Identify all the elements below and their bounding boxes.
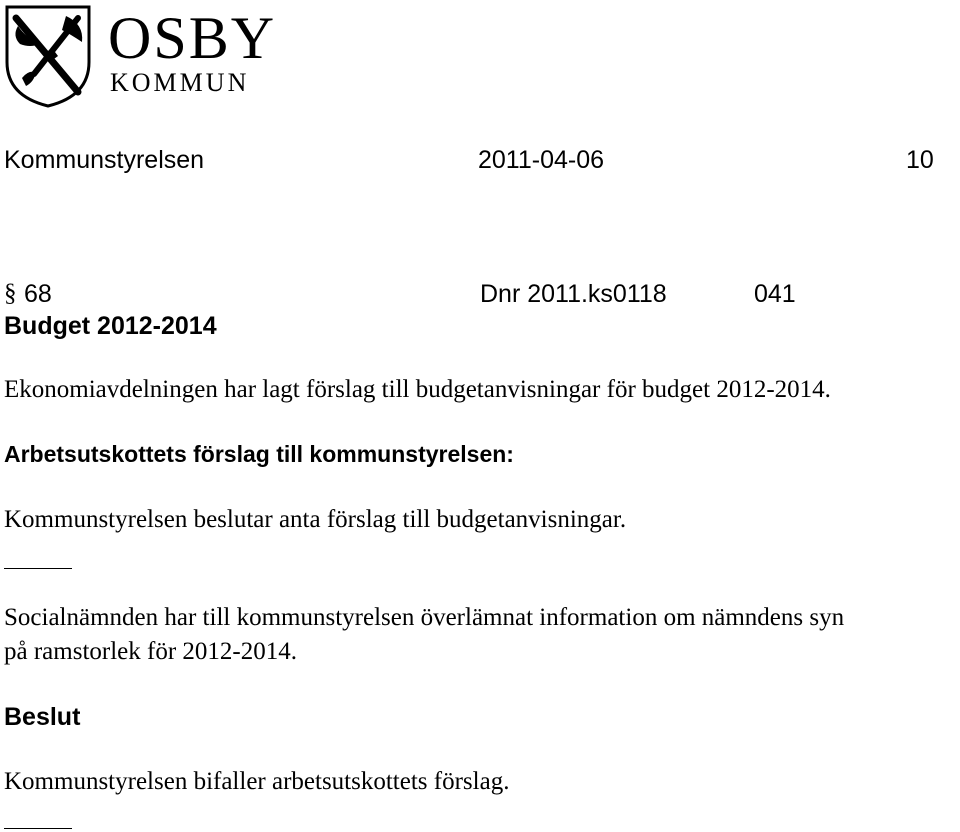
committee-name: Kommunstyrelsen: [4, 146, 205, 174]
osby-kommun-logo: [4, 4, 294, 108]
proposal-heading: Arbetsutskottets förslag till kommunstyrelsen:: [4, 441, 514, 467]
logo-name: OSBY: [108, 5, 277, 71]
separator-line: [4, 568, 72, 569]
decision-text: Kommunstyrelsen bifaller arbetsutskottets förslag.: [4, 768, 510, 795]
logo-subtitle: KOMMUN: [110, 68, 250, 97]
coat-of-arms-icon: [4, 4, 92, 108]
page-number: 10: [906, 146, 934, 174]
paragraph-number: 68: [24, 280, 52, 308]
meeting-date: 2011-04-06: [478, 146, 605, 174]
separator-line-bottom: [4, 828, 72, 829]
diary-number: Dnr 2011.ks0118: [480, 280, 667, 308]
paragraph-symbol: §: [4, 280, 17, 307]
decision-heading: Beslut: [4, 703, 81, 731]
proposal-text: Kommunstyrelsen beslutar anta förslag till budgetanvisningar.: [4, 506, 627, 533]
intro-text: Ekonomiavdelningen har lagt förslag till budgetanvisningar för budget 2012-2014.: [4, 376, 831, 403]
info-text-line-1: Socialnämnden har till kommunstyrelsen överlämnat information om nämndens syn: [4, 604, 845, 631]
section-title: Budget 2012-2014: [4, 312, 217, 340]
info-text-line-2: på ramstorlek för 2012-2014.: [4, 638, 297, 665]
archive-code: 041: [754, 280, 796, 308]
